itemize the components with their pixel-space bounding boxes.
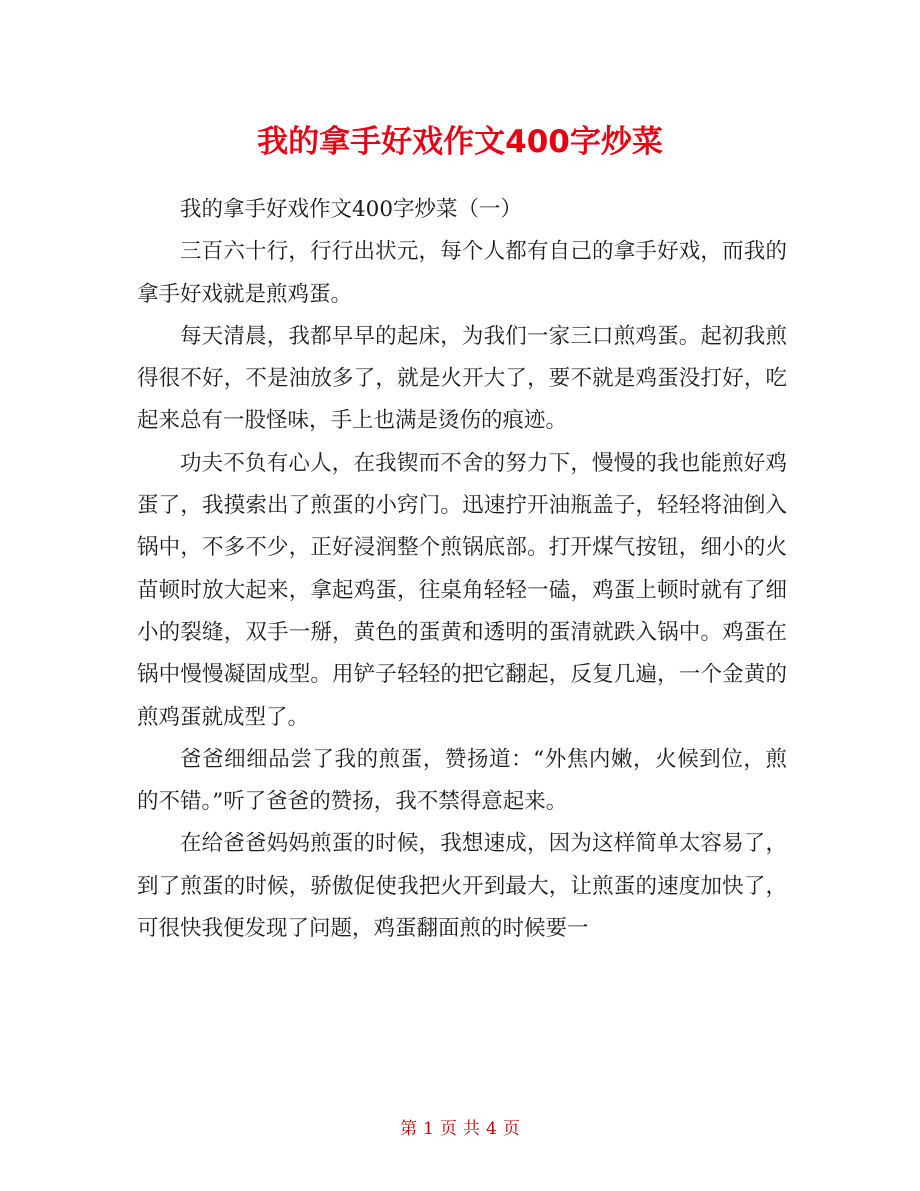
footer-prefix: 第 <box>400 1119 418 1139</box>
paragraph: 三百六十行，行行出状元，每个人都有自己的拿手好戏，而我的拿手好戏就是煎鸡蛋。 <box>137 239 787 307</box>
paragraph: 在给爸爸妈妈煎蛋的时候，我想速成，因为这样简单太容易了，到了煎蛋的时候，骄傲促使我把火开到最大，让煎蛋的速度加快了，可很快我便发现了问题，鸡蛋翻面煎的时候要一 <box>137 831 787 942</box>
paragraph: 爸爸细细品尝了我的煎蛋，赞扬道：“外焦内嫩，火候到位，煎的不错。”听了爸爸的赞扬，我不禁得意起来。 <box>137 746 787 815</box>
footer-current-page: 1 <box>423 1119 434 1139</box>
footer-total-label: 共 <box>463 1119 480 1139</box>
footer-suffix: 页 <box>502 1119 520 1139</box>
document-body <box>137 189 787 950</box>
paragraph: 功夫不负有心人，在我锲而不舍的努力下，慢慢的我也能煎好鸡蛋了，我摸索出了煎蛋的小窍门。迅速拧开油瓶盖子，轻轻将油倒入锅中，不多不少，正好浸润整个煎锅底部。打开煤气按钮，细小的火苗顿时放大起来，拿起鸡蛋，往桌角轻轻一磕，鸡蛋上顿时就有了细小的裂缝，双手一掰，黄色的蛋黄和透明的蛋清就跌入锅中。鸡蛋在锅中慢慢凝固成型。用铲子轻轻的把它翻起，反复几遍，一个金黄的煎鸡蛋就成型了。 <box>137 450 787 730</box>
page-footer <box>0 1114 920 1139</box>
footer-total-pages: 4 <box>486 1119 497 1139</box>
paragraph: 每天清晨，我都早早的起床，为我们一家三口煎鸡蛋。起初我煎得很不好，不是油放多了，就是火开大了，要不就是鸡蛋没打好，吃起来总有一股怪味，手上也满是烫伤的痕迹。 <box>137 323 787 434</box>
footer-page-unit: 页 <box>440 1119 457 1139</box>
paragraph-subtitle: 我的拿手好戏作文400字炒菜（一） <box>180 197 523 222</box>
document-title: 我的拿手好戏作文400字炒菜 <box>257 124 663 160</box>
